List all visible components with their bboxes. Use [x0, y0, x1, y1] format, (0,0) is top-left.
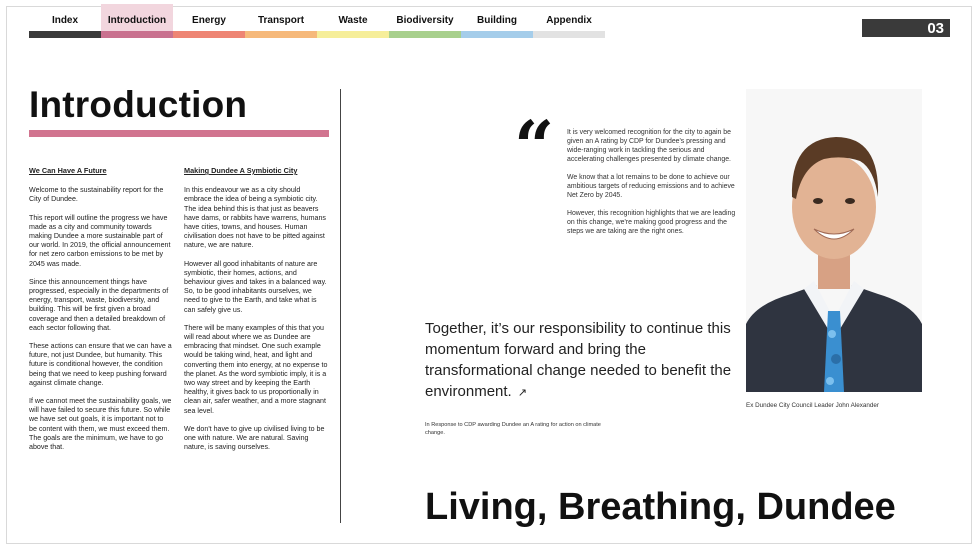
quote-mark-icon: “ [514, 105, 555, 188]
tab-biodiversity[interactable] [389, 4, 461, 38]
portrait-photo [746, 89, 922, 392]
paragraph: There will be many examples of this that you will read about where we as Dundee are embracing that mindset. One such example would be taking wind, heat, and light and converting them into energy, at no expense to the planet. As the word symbiotic imply, it is a two way street and by keeping the Earth healthy, it gives back to us proportionally in clean air, safer weather, and a more stagnant sea level. [184, 323, 328, 415]
page-title: Introduction [29, 84, 248, 125]
quote-paragraph: We know that a lot remains to be done to achieve our ambitious targets of reducing emissions and to achieve Net Zero by 2045. [567, 174, 735, 199]
tab-color-bar [173, 31, 245, 38]
tab-color-bar [317, 31, 389, 38]
tab-energy[interactable] [173, 4, 245, 38]
tab-label: Introduction [107, 15, 167, 26]
tab-color-bar [389, 31, 461, 38]
pull-quote-text: Together, it’s our responsibility to continue this momentum forward and bring the transformational change needed to benefit the environment. [425, 320, 732, 400]
tab-color-bar [29, 31, 101, 38]
tab-appendix[interactable] [533, 4, 605, 38]
tab-index[interactable] [29, 4, 101, 38]
pull-quote [425, 318, 735, 404]
page-number-badge: 03 [862, 19, 950, 37]
tab-color-bar [101, 31, 173, 38]
tab-label: Index [51, 15, 79, 26]
arrow-up-right-icon[interactable]: ↗ [517, 387, 527, 399]
quote-paragraph: However, this recognition highlights that we are leading on this change, we're making good progress and the steps we are taking are the right ones. [567, 210, 736, 235]
paragraph: In this endeavour we as a city should embrace the idea of being a symbiotic city. The idea behind this is that just as beavers have dams, or rabbits have warrens, humans have cities, towns, and houses. Human civilisation does not have to be pitted against nature, we are nature. [184, 186, 326, 250]
title-accent-rule [29, 130, 329, 137]
tab-color-bar [533, 31, 605, 38]
portrait-illustration [746, 89, 922, 392]
quote-body [567, 128, 739, 245]
tab-label: Transport [257, 15, 305, 26]
column-heading: We Can Have A Future [29, 166, 107, 175]
column-heading: Making Dundee A Symbiotic City [184, 166, 298, 175]
section-nav [29, 4, 605, 38]
tab-waste[interactable] [317, 4, 389, 38]
paragraph: Since this announcement things have progressed, especially in the departments of energy, transport, waste, biodiversity, and building. This will be first given a broad coverage and then a detailed breakdown of each sector following that. [29, 277, 169, 332]
paragraph: These actions can ensure that we can have a future, not just Dundee, but humanity. This future is conditional however, the condition being that we need to keep pushing forward against climate change. [29, 342, 172, 387]
paragraph: However all good inhabitants of nature are symbiotic, their homes, actions, and behaviour gives and takes in a balanced way. So, to be good inhabitants ourselves, we need to give to the Earth, and take what is can safely give us. [184, 259, 327, 314]
tab-label: Biodiversity [396, 15, 454, 26]
quote-paragraph: It is very welcomed recognition for the city to again be given an A rating by CDP for Dundee's pressing and wide-ranging work in tackling the serious and accelerating challenges presented by climate change. [567, 129, 731, 163]
tab-color-bar [461, 31, 533, 38]
paragraph: Welcome to the sustainability report for the City of Dundee. [29, 186, 164, 204]
paragraph: If we cannot meet the sustainability goals, we will have failed to secure this future. So while we have set out goals, it is important not to be content with them, we must exceed them. The goals are the minimum, we have to go above that. [29, 397, 172, 452]
tab-introduction[interactable] [101, 4, 173, 38]
tab-label: Building [477, 15, 517, 26]
tab-label: Energy [192, 15, 226, 26]
tab-label: Appendix [546, 15, 592, 26]
tab-label: Waste [338, 15, 368, 26]
portrait-caption: Ex Dundee City Council Leader John Alexander [746, 402, 880, 409]
vertical-divider [340, 89, 341, 523]
text-column-future [29, 166, 173, 461]
text-column-symbiotic [184, 166, 328, 461]
tab-color-bar [245, 31, 317, 38]
tab-building[interactable] [461, 4, 533, 38]
footer-title: Living, Breathing, Dundee [425, 486, 896, 528]
paragraph: This report will outline the progress we have made as a city and community towards making Dundee a more sustainable part of our world. In 2019, the official announcement for net zero carbon emissions to be met by 2045 was made. [29, 213, 171, 268]
quote-caption: In Response to CDP awarding Dundee an A rating for action on climate change. [425, 422, 601, 436]
paragraph: We don't have to give up civilised living to be one with nature. We are natural. Saving nature, is saving ourselves. [184, 424, 325, 452]
tab-transport[interactable] [245, 4, 317, 38]
